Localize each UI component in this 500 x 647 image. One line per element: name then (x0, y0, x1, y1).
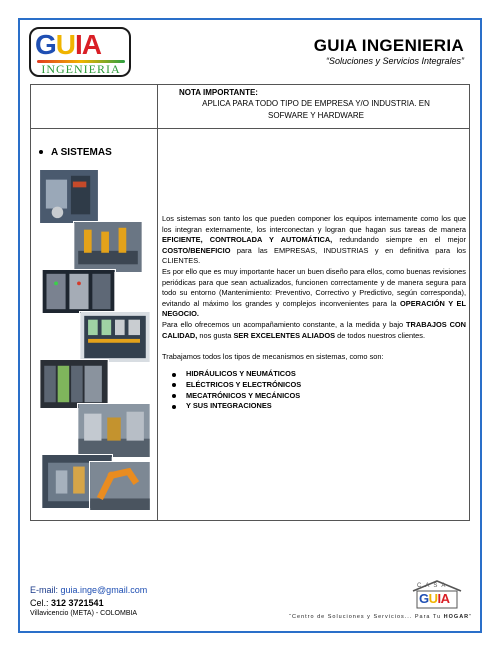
list-item: Y SUS INTEGRACIONES (172, 401, 466, 412)
photo-control-cabinet (41, 269, 116, 314)
photo-robot-arm (89, 461, 151, 511)
casa-word: CASA (417, 583, 450, 589)
photo-robot-line (73, 221, 143, 273)
section-heading: A SISTEMAS (39, 147, 112, 158)
note-text: APLICA PARA TODO TIPO DE EMPRESA Y/O INDUSTRIA. EN SOFWARE Y HARDWARE (202, 99, 430, 120)
paragraph-1: Los sistemas son tanto los que pueden componer los equipos internamente como los que los integran externamente, los interconectan y logran que hagan sus tareas de manera EFICIENTE, CONTROLADA Y AUTOMÁTICA, redundando siempre en el mejor COSTO/BENEFICIO para las EMPRESAS, INDUSTRIAS y en definitiva para los CLIENTES. (162, 214, 466, 266)
bullet-icon (39, 150, 43, 154)
section-body (162, 214, 466, 412)
footer-tagline: “Centro de Soluciones y Servicios... Para Tu HOGAR” (289, 614, 472, 620)
casa-guia-wordmark: GUIA (419, 591, 450, 606)
paragraph-3: Para ello ofrecemos un acompañamiento constante, a la medida y bajo TRABAJOS CON CALIDAD, nos gusta SER EXCELENTES ALIADOS de todos nuestros clientes. (162, 319, 466, 340)
content-row (30, 128, 470, 521)
company-tagline: “Soluciones y Servicios Integrales” (325, 56, 464, 66)
footer-phone: Cel.: 312 3721541 (30, 598, 104, 608)
note-row (30, 84, 470, 129)
company-name: GUIA INGENIERIA (313, 36, 464, 55)
footer-city: Villavicencio (META) - COLOMBIA (30, 610, 138, 617)
list-item: ELÉCTRICOS Y ELECTRÓNICOS (172, 380, 466, 391)
photo-assembly-floor (77, 403, 151, 458)
photo-industrial-machine (39, 169, 99, 224)
mechanism-list (162, 369, 466, 411)
photo-plc-modules (39, 359, 109, 409)
logo-subtitle: INGENIERIA (41, 62, 121, 76)
email-link[interactable]: guia.inge@gmail.com (60, 585, 148, 595)
list-item: HIDRÁULICOS Y NEUMÁTICOS (172, 369, 466, 380)
list-item: MECATRÓNICOS Y MECÁNICOS (172, 391, 466, 402)
guia-logo (29, 27, 131, 77)
footer-email: E-mail: guia.inge@gmail.com (30, 585, 148, 595)
logo-wordmark: GUIA (35, 29, 102, 60)
photo-electrical-panel (79, 311, 151, 363)
paragraph-4: Trabajamos todos los tipos de mecanismos en sistemas, como son: (162, 351, 384, 361)
note-title: NOTA IMPORTANTE: (179, 88, 258, 97)
paragraph-2: Es por ello que es muy importante hacer un buen diseño para ellos, como buenas revisiones periódicas para que sean actualizados, funcionen correctamente y de manera segura para todo su entorno (Mantenimiento: Preventivo, Correctivo y Predictivo, según corresponda), evitando al máximo los grandes y complejos inconvenientes para la OPERACIÓN Y EL NEGOCIO. (162, 266, 466, 319)
